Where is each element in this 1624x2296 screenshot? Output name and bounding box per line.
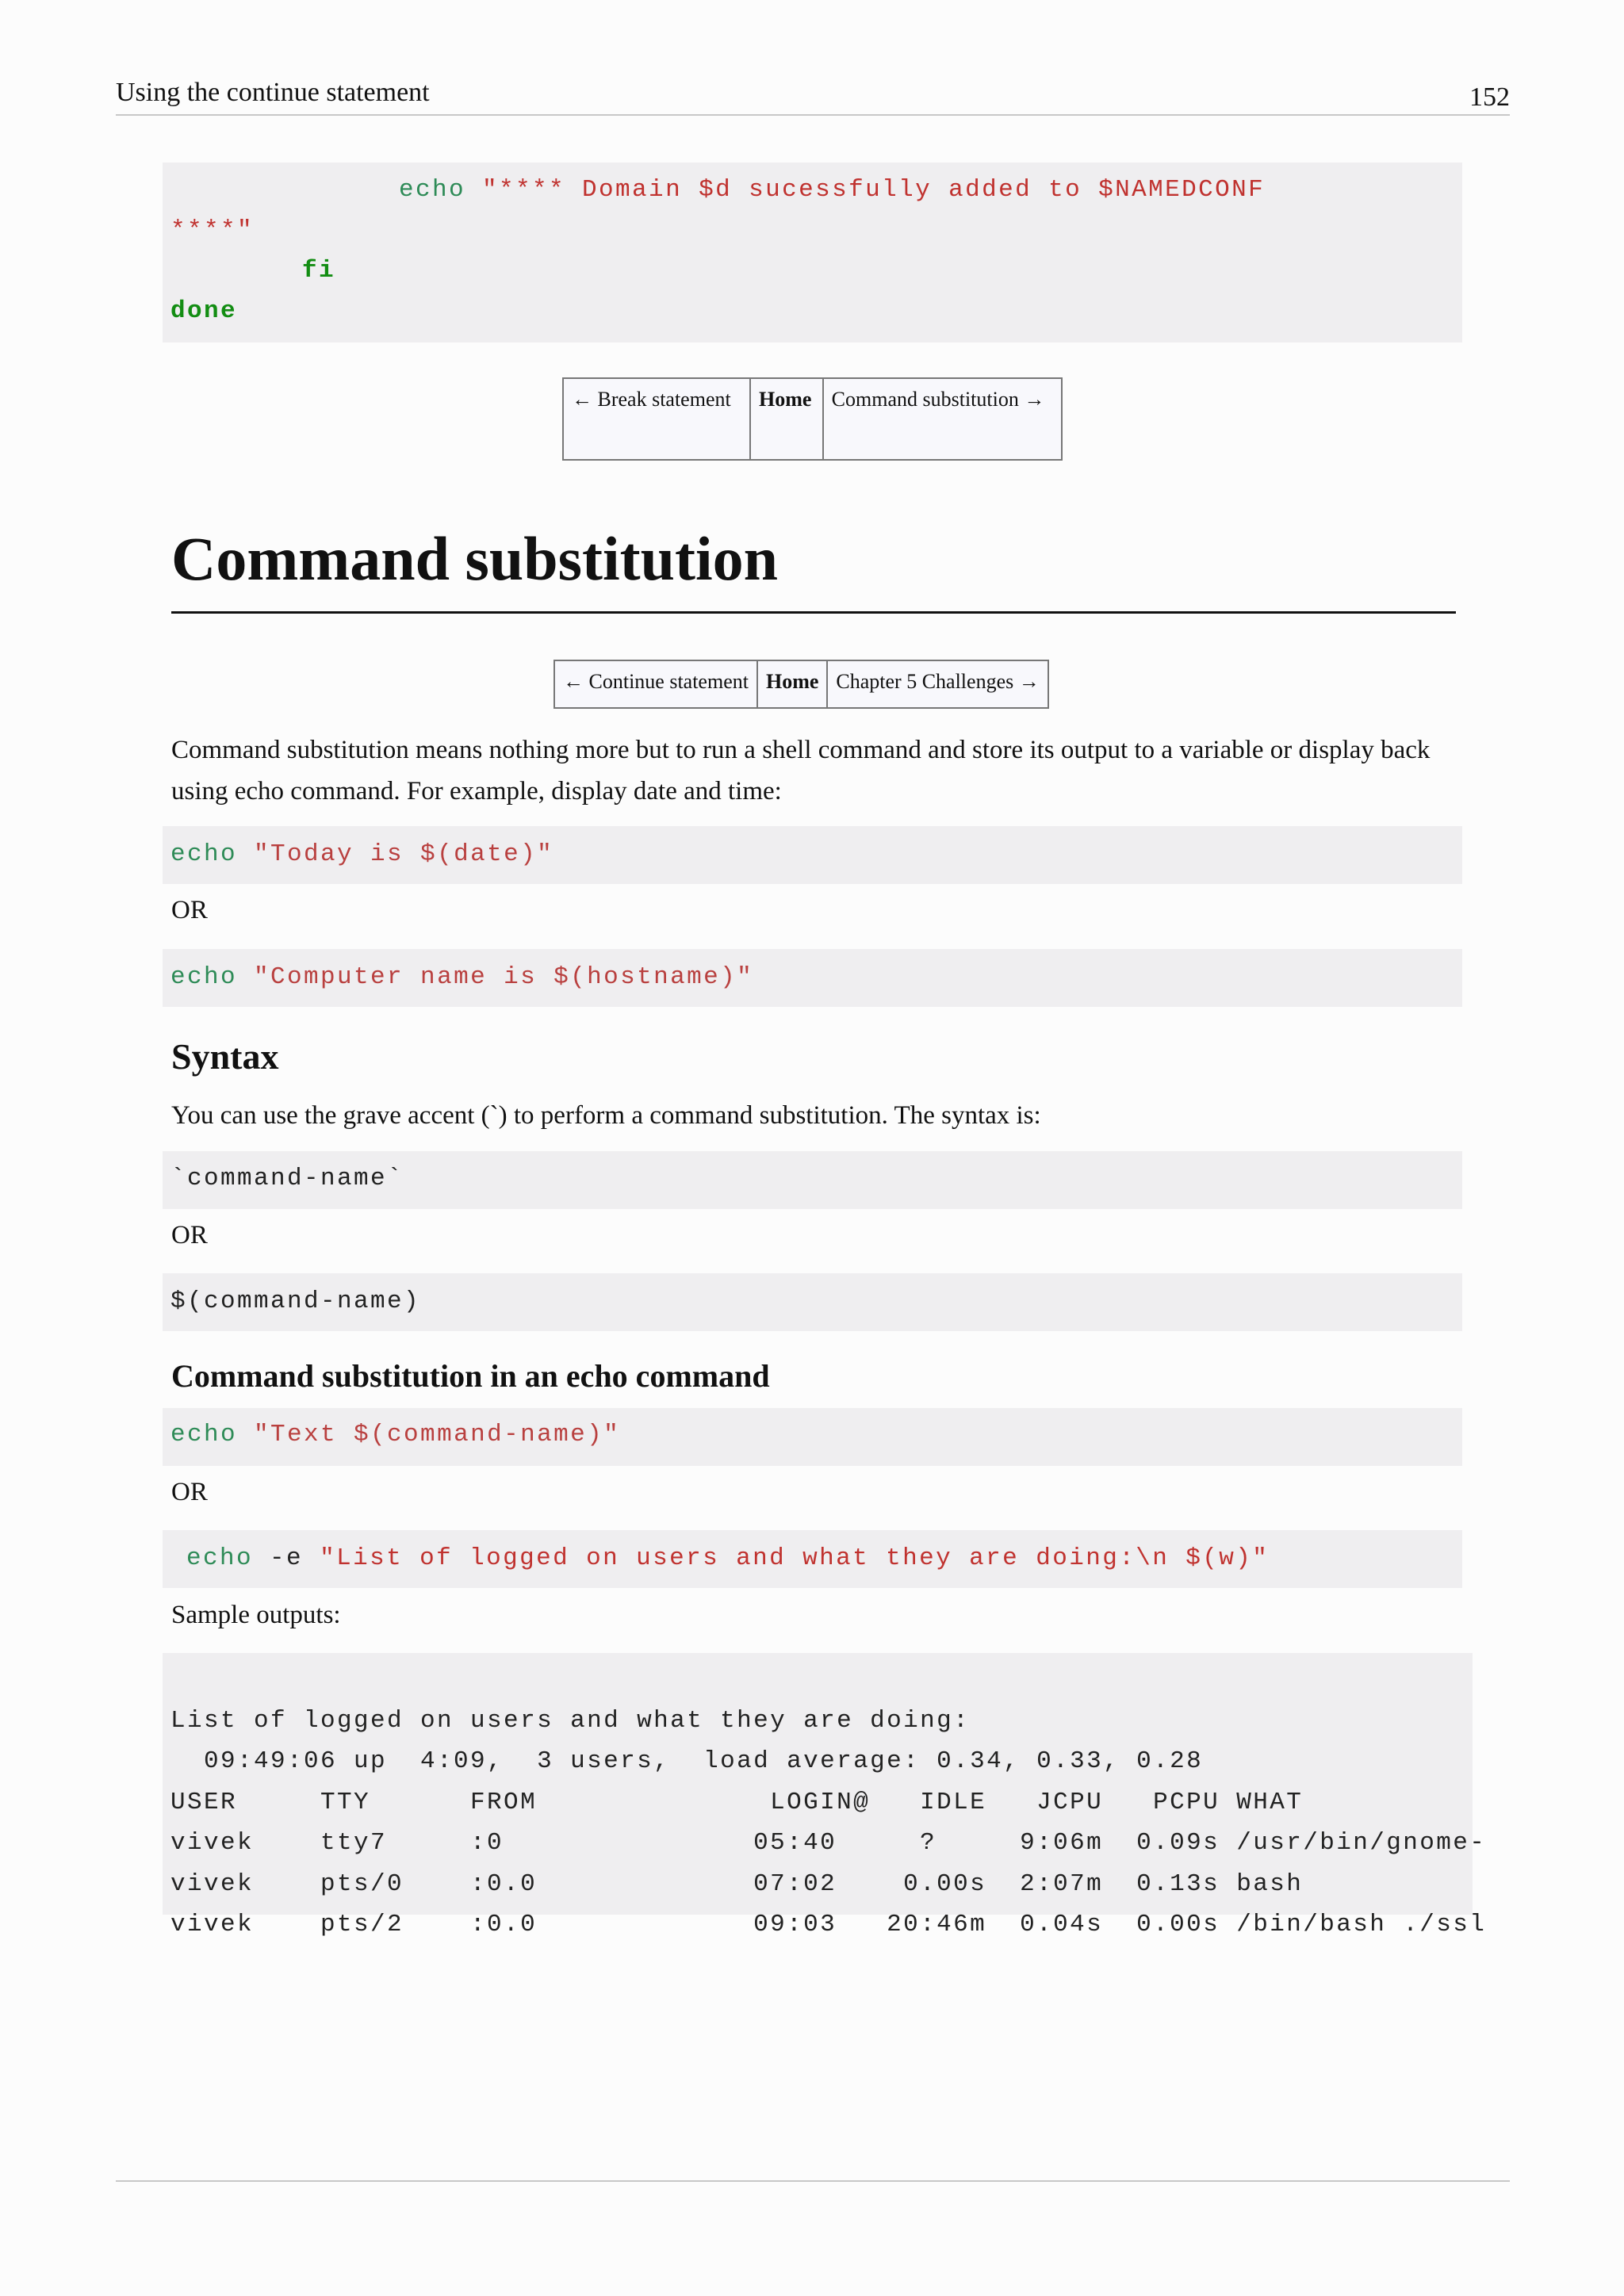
code-string: "Computer name is $(hostname)" (254, 963, 754, 991)
nav-home-link[interactable]: Home (750, 378, 823, 460)
syntax-paragraph: You can use the grave accent (`) to perform a command substitution. The syntax is: (171, 1101, 1041, 1130)
code-block-domain-loop (163, 163, 1462, 342)
nav-prev-link[interactable]: ← Continue statement (554, 660, 757, 708)
code-keyword-fi: fi (302, 257, 336, 285)
code-text: `command-name` (170, 1165, 404, 1192)
code-block-backtick (163, 1151, 1462, 1209)
output-line: vivek pts/0 :0.0 07:02 0.00s 2:07m 0.13s bash (170, 1869, 1304, 1898)
nav-next-link[interactable]: Chapter 5 Challenges → (827, 660, 1048, 708)
syntax-heading: Syntax (171, 1036, 279, 1077)
code-keyword-done: done (170, 297, 238, 325)
running-header (116, 78, 1510, 116)
output-line: vivek pts/2 :0.0 09:03 20:46m 0.04s 0.00s /bin/bash ./ssl (170, 1911, 1487, 1938)
code-string-continued: ****" (170, 216, 255, 244)
code-block-hostname (163, 949, 1462, 1007)
output-line: USER TTY FROM LOGIN@ IDLE JCPU PCPU WHAT (170, 1788, 1304, 1816)
nav-box-section (553, 660, 1049, 709)
or-label: OR (171, 896, 208, 924)
intro-paragraph: Command substitution means nothing more but to run a shell command and store its output to a variable or display back using echo command. For example, display date and time: (171, 736, 1431, 806)
code-command: echo (170, 963, 238, 991)
code-command: echo (399, 176, 466, 204)
section-title: Command substitution (171, 524, 779, 593)
code-string: "List of logged on users and what they are doing:\n $(w)" (320, 1544, 1270, 1572)
running-title: Using the continue statement (116, 78, 430, 107)
footer-rule (116, 2180, 1510, 2182)
code-block-echo-text (163, 1408, 1462, 1466)
code-string: "Text $(command-name)" (254, 1421, 621, 1448)
output-line: vivek tty7 :0 05:40 ? 9:06m 0.09s /usr/bin/gnome- (170, 1829, 1487, 1857)
output-line: List of logged on users and what they are doing: (170, 1706, 971, 1735)
code-string: "Today is $(date)" (254, 840, 554, 868)
code-string: "**** Domain $d sucessfully added to $NAMEDCONF (482, 176, 1266, 204)
nav-next-link[interactable]: Command substitution → (823, 378, 1062, 460)
code-command: echo (170, 1421, 238, 1448)
code-command: echo (170, 840, 238, 868)
code-block-date (163, 826, 1462, 884)
echo-section-heading: Command substitution in an echo command (171, 1358, 770, 1394)
or-label: OR (171, 1478, 208, 1506)
nav-home-link[interactable]: Home (757, 660, 827, 708)
code-command: echo (186, 1544, 254, 1572)
code-block-dollar-paren (163, 1273, 1462, 1331)
nav-prev-link[interactable]: ← Break statement (563, 378, 750, 460)
page-number: 152 (1469, 82, 1510, 112)
sample-output-block (163, 1653, 1487, 1938)
or-label: OR (171, 1221, 208, 1249)
title-rule (171, 611, 1456, 614)
output-line: 09:49:06 up 4:09, 3 users, load average: 0.34, 0.33, 0.28 (170, 1747, 1204, 1775)
code-text: $(command-name) (170, 1288, 421, 1315)
code-option: -e (270, 1544, 304, 1572)
nav-box-top (562, 377, 1063, 461)
sample-outputs-label: Sample outputs: (171, 1601, 341, 1629)
code-block-echo-w (163, 1530, 1462, 1588)
